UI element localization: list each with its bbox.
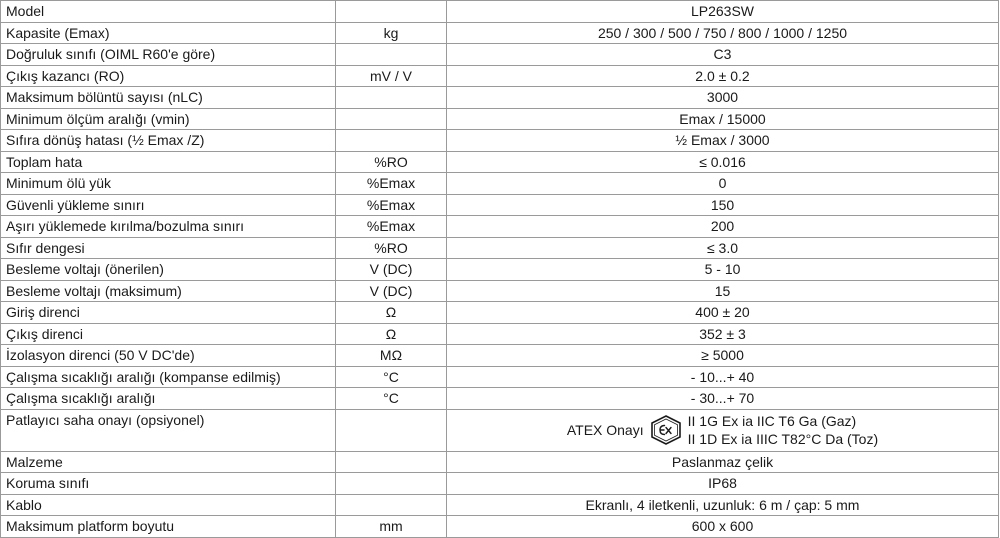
table-row xyxy=(1,87,999,109)
table-row xyxy=(1,194,999,216)
unit-cell: mm xyxy=(336,516,447,538)
table-row xyxy=(1,259,999,281)
table-row xyxy=(1,65,999,87)
table-row xyxy=(1,1,999,23)
table-row xyxy=(1,108,999,130)
param-cell: Sıfır dengesi xyxy=(1,237,336,259)
value-cell: Emax / 15000 xyxy=(447,108,999,130)
table-row xyxy=(1,173,999,195)
unit-cell: V (DC) xyxy=(336,280,447,302)
param-cell: Aşırı yüklemede kırılma/bozulma sınırı xyxy=(1,216,336,238)
unit-cell xyxy=(336,494,447,516)
param-cell: Model xyxy=(1,1,336,23)
param-cell: Çalışma sıcaklığı aralığı (kompanse edilmiş) xyxy=(1,366,336,388)
spec-table-body xyxy=(1,1,999,538)
table-row xyxy=(1,130,999,152)
value-cell: 352 ± 3 xyxy=(447,323,999,345)
atex-code-gas: II 1G Ex ia IIC T6 Ga (Gaz) xyxy=(687,413,857,429)
value-cell: 5 - 10 xyxy=(447,259,999,281)
value-cell: 250 / 300 / 500 / 750 / 800 / 1000 / 1250 xyxy=(447,22,999,44)
atex-label: ATEX Onayı xyxy=(566,422,644,438)
table-row xyxy=(1,302,999,324)
value-cell: 2.0 ± 0.2 xyxy=(447,65,999,87)
param-cell: Besleme voltajı (önerilen) xyxy=(1,259,336,281)
value-cell: - 10...+ 40 xyxy=(447,366,999,388)
unit-cell xyxy=(336,1,447,23)
unit-cell: MΩ xyxy=(336,345,447,367)
table-row xyxy=(1,44,999,66)
param-cell: Güvenli yükleme sınırı xyxy=(1,194,336,216)
value-cell: ≤ 0.016 xyxy=(447,151,999,173)
value-cell: IP68 xyxy=(447,473,999,495)
value-cell: ≥ 5000 xyxy=(447,345,999,367)
value-cell: ≤ 3.0 xyxy=(447,237,999,259)
param-cell: Minimum ölü yük xyxy=(1,173,336,195)
unit-cell: %Emax xyxy=(336,173,447,195)
unit-cell xyxy=(336,473,447,495)
value-cell: 200 xyxy=(447,216,999,238)
unit-cell: Ω xyxy=(336,302,447,324)
value-cell: Paslanmaz çelik xyxy=(447,451,999,473)
table-row xyxy=(1,216,999,238)
unit-cell xyxy=(336,44,447,66)
unit-cell xyxy=(336,130,447,152)
param-cell: Maksimum bölüntü sayısı (nLC) xyxy=(1,87,336,109)
param-cell: Giriş direnci xyxy=(1,302,336,324)
table-row xyxy=(1,22,999,44)
ex-hexagon-icon xyxy=(650,415,682,445)
param-cell: Çıkış direnci xyxy=(1,323,336,345)
param-cell: Çıkış kazancı (RO) xyxy=(1,65,336,87)
param-cell: Koruma sınıfı xyxy=(1,473,336,495)
value-cell: 600 x 600 xyxy=(447,516,999,538)
unit-cell xyxy=(336,451,447,473)
value-cell: ½ Emax / 3000 xyxy=(447,130,999,152)
unit-cell: °C xyxy=(336,388,447,410)
unit-cell: %RO xyxy=(336,151,447,173)
unit-cell: kg xyxy=(336,22,447,44)
table-row xyxy=(1,451,999,473)
unit-cell: Ω xyxy=(336,323,447,345)
param-cell: Kablo xyxy=(1,494,336,516)
param-cell: Sıfıra dönüş hatası (½ Emax /Z) xyxy=(1,130,336,152)
param-cell: Patlayıcı saha onayı (opsiyonel) xyxy=(1,409,336,451)
unit-cell xyxy=(336,87,447,109)
table-row xyxy=(1,345,999,367)
param-cell: Kapasite (Emax) xyxy=(1,22,336,44)
unit-cell xyxy=(336,409,447,451)
param-cell: Toplam hata xyxy=(1,151,336,173)
table-row xyxy=(1,516,999,538)
value-cell: - 30...+ 70 xyxy=(447,388,999,410)
value-cell: Ekranlı, 4 iletkenli, uzunluk: 6 m / çap: 5 mm xyxy=(447,494,999,516)
table-row xyxy=(1,366,999,388)
table-row xyxy=(1,494,999,516)
table-row xyxy=(1,473,999,495)
unit-cell: %RO xyxy=(336,237,447,259)
param-cell: İzolasyon direnci (50 V DC'de) xyxy=(1,345,336,367)
value-cell: 3000 xyxy=(447,87,999,109)
atex-row xyxy=(1,409,999,451)
table-row xyxy=(1,237,999,259)
value-cell: 400 ± 20 xyxy=(447,302,999,324)
unit-cell: mV / V xyxy=(336,65,447,87)
table-row xyxy=(1,151,999,173)
unit-cell xyxy=(336,108,447,130)
param-cell: Besleme voltajı (maksimum) xyxy=(1,280,336,302)
unit-cell: %Emax xyxy=(336,216,447,238)
value-cell: 15 xyxy=(447,280,999,302)
unit-cell: °C xyxy=(336,366,447,388)
table-row xyxy=(1,280,999,302)
unit-cell: %Emax xyxy=(336,194,447,216)
atex-code-dust: II 1D Ex ia IIIC T82°C Da (Toz) xyxy=(687,431,879,447)
atex-codes xyxy=(688,412,879,448)
param-cell: Çalışma sıcaklığı aralığı xyxy=(1,388,336,410)
value-cell: LP263SW xyxy=(447,1,999,23)
param-cell: Minimum ölçüm aralığı (vmin) xyxy=(1,108,336,130)
param-cell: Doğruluk sınıfı (OIML R60'e göre) xyxy=(1,44,336,66)
value-cell: 0 xyxy=(447,173,999,195)
value-cell: C3 xyxy=(447,44,999,66)
table-row xyxy=(1,388,999,410)
table-row xyxy=(1,323,999,345)
unit-cell: V (DC) xyxy=(336,259,447,281)
value-cell: 150 xyxy=(447,194,999,216)
atex-value-cell xyxy=(447,409,999,451)
param-cell: Malzeme xyxy=(1,451,336,473)
param-cell: Maksimum platform boyutu xyxy=(1,516,336,538)
atex-approval xyxy=(567,412,878,448)
